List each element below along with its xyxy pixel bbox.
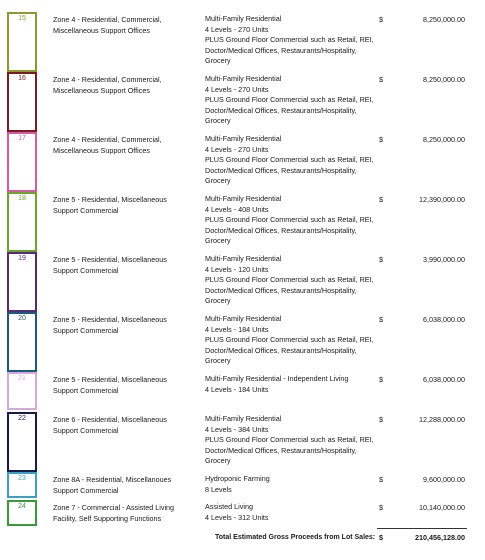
zone-description: Zone 7 - Commercial - Assisted Living Facility, Self Supporting Functions — [53, 503, 175, 523]
use-description: Multi-Family Residential 4 Levels - 270 Units PLUS Ground Floor Commercial such as Retail, REI, Doctor/Medical Offices, Restaurants/Hospitality, Grocery — [205, 134, 374, 185]
currency-symbol: $ — [379, 195, 383, 204]
lot-number: 22 — [18, 415, 26, 422]
lot-number: 20 — [18, 315, 26, 322]
zone-description: Zone 4 - Residential, Commercial, Miscellaneous Support Offices — [53, 15, 162, 35]
zone-description: Zone 8A - Residential, Miscellanoues Support Commercial — [53, 475, 172, 495]
lot-marker — [7, 252, 37, 312]
amount: 3,990,000.00 — [423, 255, 465, 264]
zone-description: Zone 5 - Residential, Miscellaneous Support Commercial — [53, 255, 167, 275]
table-row — [0, 132, 485, 192]
currency-symbol: $ — [379, 415, 383, 424]
lot-number: 15 — [18, 15, 26, 22]
lot-number: 17 — [18, 135, 26, 142]
table-row — [0, 12, 485, 72]
use-description: Hydroponic Farming 8 Levels — [205, 474, 270, 494]
lot-marker — [7, 12, 37, 72]
table-row — [0, 72, 485, 132]
lot-marker — [7, 472, 37, 498]
use-description: Multi-Family Residential 4 Levels - 120 Units PLUS Ground Floor Commercial such as Retail, REI, Doctor/Medical Offices, Restaurants/Hospitality, Grocery — [205, 254, 374, 305]
use-description: Multi-Family Residential 4 Levels - 184 Units PLUS Ground Floor Commercial such as Retail, REI, Doctor/Medical Offices, Restaurants/Hospitality, Grocery — [205, 314, 374, 365]
lot-marker — [7, 192, 37, 252]
total-rule — [377, 528, 467, 529]
currency-symbol: $ — [379, 315, 383, 324]
lot-number: 19 — [18, 255, 26, 262]
lot-number: 18 — [18, 195, 26, 202]
amount: 10,140,000.00 — [419, 503, 465, 512]
lot-number: 21 — [18, 375, 26, 382]
zone-description: Zone 5 - Residential, Miscellaneous Support Commercial — [53, 195, 167, 215]
amount: 9,600,000.00 — [423, 475, 465, 484]
lot-number: 24 — [18, 503, 26, 510]
lot-marker — [7, 132, 37, 192]
currency-symbol: $ — [379, 75, 383, 84]
table-row — [0, 312, 485, 372]
amount: 6,038,000.00 — [423, 375, 465, 384]
amount: 12,288,000.00 — [419, 415, 465, 424]
lot-marker — [7, 312, 37, 372]
total-amount: 210,456,128.00 — [415, 533, 465, 542]
lot-marker — [7, 372, 37, 410]
amount: 8,250,000.00 — [423, 135, 465, 144]
amount: 12,390,000.00 — [419, 195, 465, 204]
amount: 6,038,000.00 — [423, 315, 465, 324]
currency-symbol: $ — [379, 503, 383, 512]
zone-description: Zone 5 - Residential, Miscellaneous Support Commercial — [53, 315, 167, 335]
table-row — [0, 472, 485, 498]
lot-number: 16 — [18, 75, 26, 82]
total-currency: $ — [379, 533, 383, 542]
zone-description: Zone 6 - Residential, Miscellaneous Support Commercial — [53, 415, 167, 435]
use-description: Multi-Family Residential 4 Levels - 270 Units PLUS Ground Floor Commercial such as Retail, REI, Doctor/Medical Offices, Restaurants/Hospitality, Grocery — [205, 74, 374, 125]
table-row — [0, 192, 485, 252]
table-row — [0, 500, 485, 526]
table-row — [0, 252, 485, 312]
currency-symbol: $ — [379, 135, 383, 144]
table-row — [0, 372, 485, 410]
use-description: Multi-Family Residential - Independent Living 4 Levels - 184 Units — [205, 374, 349, 394]
lot-marker — [7, 500, 37, 526]
zone-description: Zone 4 - Residential, Commercial, Miscellaneous Support Offices — [53, 75, 162, 95]
currency-symbol: $ — [379, 15, 383, 24]
use-description: Multi-Family Residential 4 Levels - 270 Units PLUS Ground Floor Commercial such as Retail, REI, Doctor/Medical Offices, Restaurants/Hospitality, Grocery — [205, 14, 374, 65]
use-description: Multi-Family Residential 4 Levels - 384 Units PLUS Ground Floor Commercial such as Retail, REI, Doctor/Medical Offices, Restaurants/Hospitality, Grocery — [205, 414, 374, 465]
amount: 8,250,000.00 — [423, 75, 465, 84]
use-description: Multi-Family Residential 4 Levels - 408 Units PLUS Ground Floor Commercial such as Retail, REI, Doctor/Medical Offices, Restaurants/Hospitality, Grocery — [205, 194, 374, 245]
use-description: Assisted Living 4 Levels - 312 Units — [205, 502, 269, 522]
currency-symbol: $ — [379, 255, 383, 264]
zone-description: Zone 5 - Residential, Miscellaneous Support Commercial — [53, 375, 167, 395]
zone-description: Zone 4 - Residential, Commercial, Miscellaneous Support Offices — [53, 135, 162, 155]
total-label: Total Estimated Gross Proceeds from Lot Sales: — [215, 534, 376, 541]
currency-symbol: $ — [379, 375, 383, 384]
lot-marker — [7, 72, 37, 132]
currency-symbol: $ — [379, 475, 383, 484]
lot-marker — [7, 412, 37, 472]
amount: 8,250,000.00 — [423, 15, 465, 24]
table-row — [0, 412, 485, 472]
lot-number: 23 — [18, 475, 26, 482]
